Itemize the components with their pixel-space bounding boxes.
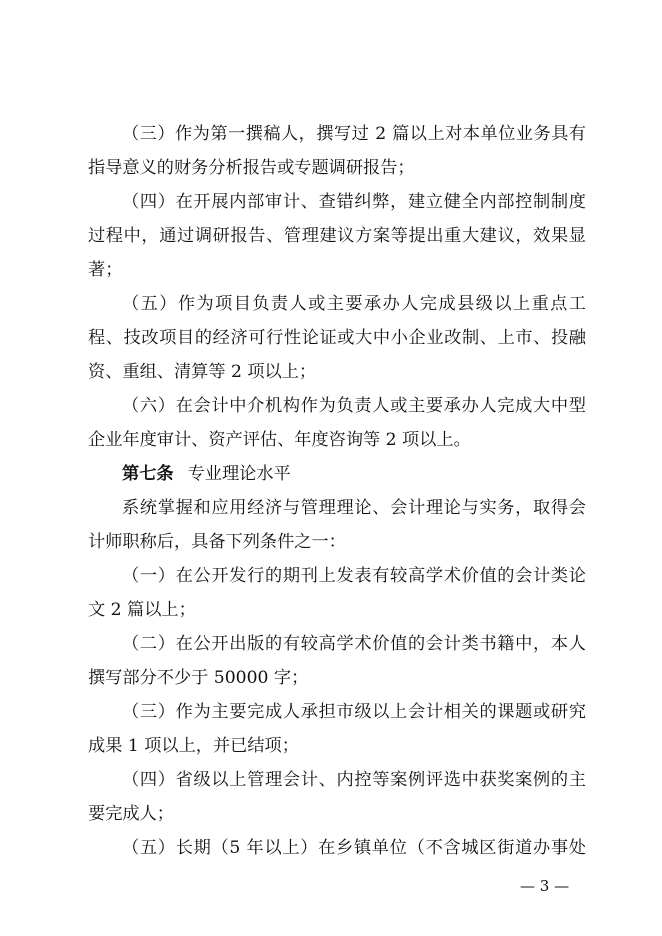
- text-line: （二）在公开出版的有较高学术价值的会计类书籍中，本人: [122, 634, 586, 654]
- text-line: 企业年度审计、资产评估、年度咨询等 2 项以上。: [88, 430, 471, 450]
- text-line: （四）省级以上管理会计、内控等案例评选中获奖案例的主: [122, 770, 586, 790]
- text-line: 文 2 篇以上；: [88, 600, 196, 620]
- text-line: （六）在会计中介机构作为负责人或主要承办人完成大中型: [122, 396, 586, 416]
- text-line: 系统掌握和应用经济与管理理论、会计理论与实务，取得会: [122, 498, 586, 518]
- article-heading: [122, 463, 586, 485]
- text-line: 成果 1 项以上，并已结项；: [88, 736, 299, 756]
- text-line: （五）长期（5 年以上）在乡镇单位（不含城区街道办事处: [122, 838, 586, 858]
- text-line: （一）在公开发行的期刊上发表有较高学术价值的会计类论: [122, 566, 586, 586]
- article-title: 专业理论水平: [187, 464, 291, 484]
- text-line: 程、技改项目的经济可行性论证或大中小企业改制、上市、投融: [88, 328, 586, 348]
- text-line: （五）作为项目负责人或主要承办人完成县级以上重点工: [122, 294, 586, 314]
- text-line: 要完成人；: [88, 804, 174, 824]
- text-line: 著；: [88, 260, 123, 280]
- text-line: 过程中，通过调研报告、管理建议方案等提出重大建议，效果显: [88, 226, 586, 246]
- text-line: 计师职称后，具备下列条件之一：: [88, 532, 346, 552]
- article-number: 第七条: [122, 464, 174, 484]
- text-line: （三）作为第一撰稿人，撰写过 2 篇以上对本单位业务具有: [122, 124, 586, 144]
- text-line: （三）作为主要完成人承担市级以上会计相关的课题或研究: [122, 702, 586, 722]
- text-line: 撰写部分不少于 50000 字；: [88, 668, 309, 688]
- text-line: 资、重组、清算等 2 项以上；: [88, 362, 317, 382]
- text-line: 指导意义的财务分析报告或专题调研报告；: [88, 158, 415, 178]
- page-number: — 3 —: [520, 877, 570, 895]
- text-line: （四）在开展内部审计、查错纠弊，建立健全内部控制制度: [122, 192, 586, 212]
